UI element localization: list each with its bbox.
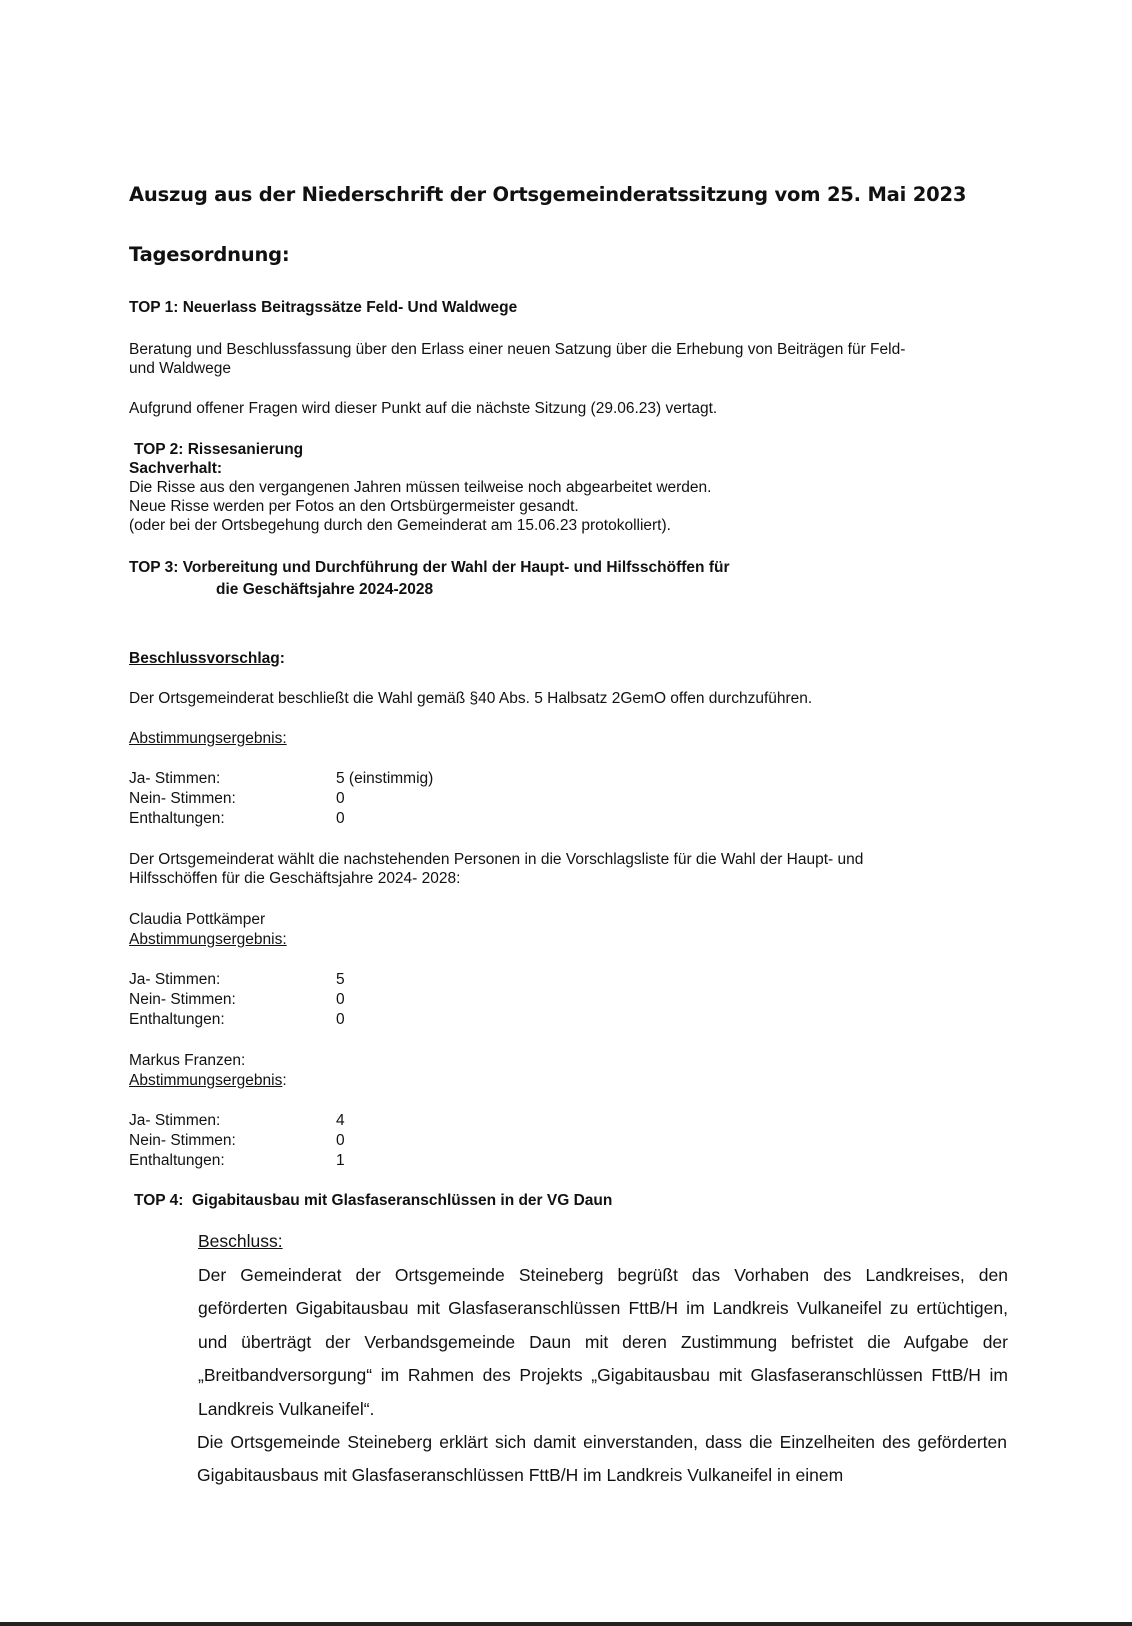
candidate1-result-label: Abstimmungsergebnis: [129, 931, 287, 948]
vote-row-abstain: Enthaltungen: 1 [129, 1152, 345, 1169]
top2-heading: TOP 2: Rissesanierung [134, 441, 304, 458]
vote-row-abstain: Enthaltungen: 0 [129, 810, 345, 827]
top1-heading: TOP 1: Neuerlass Beitragssätze Feld- Und Waldwege [129, 299, 518, 316]
top2-facts-label: Sachverhalt: [129, 460, 223, 477]
vote-row-yes: Ja- Stimmen: 4 [129, 1112, 345, 1129]
top2-line2: Neue Risse werden per Fotos an den Ortsbürgermeister gesandt. [129, 498, 579, 515]
top4-para2-text: Die Ortsgemeinde Steineberg erklärt sich damit einverstanden, dass die Einzelheiten des geförderten Gigabitausbaus mit Glasfaseranschlüssen FttB/H im Landkreis Vulkaneifel in einem [197, 1432, 1007, 1486]
candidate2-block [129, 1051, 287, 1091]
vote-row-no: Nein- Stimmen: 0 [129, 991, 345, 1008]
top2-section [129, 440, 1009, 535]
candidate1-block [129, 910, 287, 950]
top3-election-line1: Der Ortsgemeinderat wählt die nachstehenden Personen in die Vorschlagsliste für die Wahl der Haupt- und [129, 851, 864, 868]
top4-para1-text: Der Gemeinderat der Ortsgemeinde Steineberg begrüßt das Vorhaben des Landkreises, den geförderten Gigabitausbau mit Glasfaseranschlüssen FttB/H im Landkreis Vulkaneifel zu ertüchtigen, und überträgt der Verbandsgemeinde Daun mit deren Zustimmung befristet die Aufgabe der „Breitbandversorgung“ im Rahmen des Projekts „Gigabitausbau mit Glasfaseranschlüssen FttB/H im Landkreis Vulkaneifel“. [198, 1265, 1008, 1419]
top1-postponed-note: Aufgrund offener Fragen wird dieser Punkt auf die nächste Sitzung (29.06.23) vertagt. [129, 400, 718, 417]
top4-resolution-para1 [198, 1259, 1008, 1426]
top1-description-line2: und Waldwege [129, 360, 231, 377]
candidate1-vote-table [129, 970, 345, 1030]
agenda-heading: Tagesordnung: [129, 243, 290, 266]
vote-row-yes: Ja- Stimmen: 5 (einstimmig) [129, 770, 434, 787]
top4-resolution-para2 [197, 1426, 1007, 1493]
vote-row-yes: Ja- Stimmen: 5 [129, 971, 345, 988]
top3-election-text [129, 850, 1009, 888]
candidate2-vote-table [129, 1111, 345, 1171]
vote-row-no: Nein- Stimmen: 0 [129, 1132, 345, 1149]
top1-description-line1: Beratung und Beschlussfassung über den Erlass einer neuen Satzung über die Erhebung von Beiträgen für Feld- [129, 341, 906, 358]
top2-line3: (oder bei der Ortsbegehung durch den Gemeinderat am 15.06.23 protokolliert). [129, 517, 671, 534]
top3-vote-table [129, 769, 433, 829]
candidate2-result-label: Abstimmungsergebnis: [129, 1072, 287, 1089]
candidate1-name: Claudia Pottkämper [129, 911, 266, 928]
vote-row-no: Nein- Stimmen: 0 [129, 790, 345, 807]
top4-resolution-label: Beschluss: [198, 1231, 283, 1251]
top4-heading: TOP 4: Gigabitausbau mit Glasfaseranschlüssen in der VG Daun [134, 1192, 613, 1209]
document-title: Auszug aus der Niederschrift der Ortsgemeinderatssitzung vom 25. Mai 2023 [129, 183, 967, 206]
top3-proposal-label: Beschlussvorschlag: [129, 650, 285, 667]
vote-row-abstain: Enthaltungen: 0 [129, 1011, 345, 1028]
top2-line1: Die Risse aus den vergangenen Jahren müssen teilweise noch abgearbeitet werden. [129, 479, 712, 496]
candidate2-name: Markus Franzen: [129, 1052, 246, 1069]
top3-heading-line2: die Geschäftsjahre 2024-2028 [216, 581, 434, 598]
top3-election-line2: Hilfsschöffen für die Geschäftsjahre 2024- 2028: [129, 870, 461, 887]
top3-result-label: Abstimmungsergebnis: [129, 730, 287, 747]
page-bottom-border [0, 1622, 1132, 1626]
top1-description [129, 340, 1009, 378]
top3-heading-line1: TOP 3: Vorbereitung und Durchführung der Wahl der Haupt- und Hilfsschöffen für [129, 559, 730, 576]
top3-proposal-text: Der Ortsgemeinderat beschließt die Wahl gemäß §40 Abs. 5 Halbsatz 2GemO offen durchzuführen. [129, 690, 813, 707]
